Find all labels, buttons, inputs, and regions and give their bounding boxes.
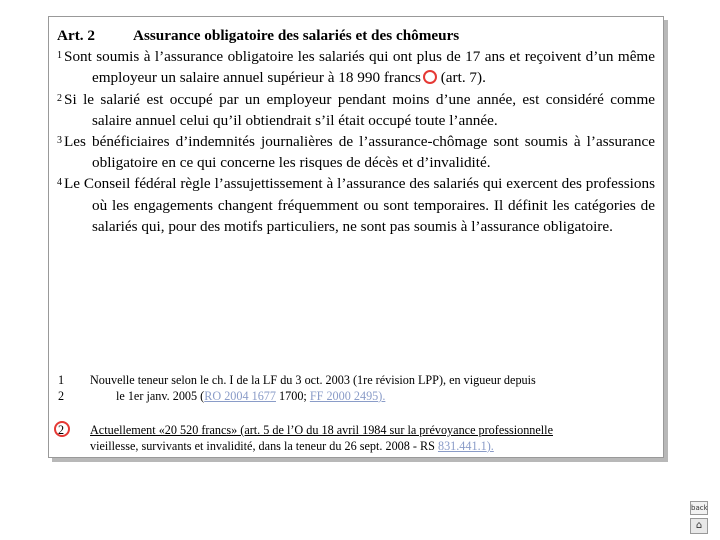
back-button[interactable]: back — [690, 501, 708, 515]
footnotes — [57, 372, 655, 454]
article — [57, 25, 655, 237]
paragraph-1 — [57, 46, 655, 88]
footnote-number: 1 — [58, 373, 65, 387]
paragraph-text: Sont soumis à l’assurance obligatoire les salariés qui ont plus de 17 ans et reçoivent d’un même employeur un salaire annuel supérieur à 18 990 francs — [64, 48, 655, 87]
paragraph-3 — [57, 131, 655, 173]
document-panel — [48, 16, 664, 458]
paragraph-number: 3 — [57, 135, 62, 147]
footnote-1-line-1 — [57, 372, 655, 388]
footnote-text: ). — [486, 439, 494, 453]
footnote-text: Actuellement «20 520 francs» (art. 5 de l’O du 18 avril 1984 sur la prévoyance professionnelle — [90, 423, 553, 437]
link-ro-2004-1677[interactable]: RO 2004 1677 — [204, 389, 276, 403]
paragraph-4 — [57, 173, 655, 237]
spacer — [57, 404, 655, 422]
home-icon[interactable]: ⌂ — [690, 518, 708, 534]
link-ff-2000-2495[interactable]: FF 2000 2495 — [309, 389, 379, 403]
article-number: Art. 2 — [57, 27, 95, 44]
footnote-number: 2 — [58, 389, 65, 403]
paragraph-text: Le Conseil fédéral règle l’assujettissement à l’assurance des salariés qui exercent des professions où les engagements changent fréquemment ou sont temporaires. Il définit les catégories de salariés qui, pour des motifs particuliers, ne sont pas soumis à l’assurance obligatoire. — [64, 175, 655, 235]
article-heading — [57, 25, 655, 46]
paragraph-text-end: (art. 7). — [436, 69, 486, 87]
paragraph-text: Les bénéficiaires d’indemnités journalières de l’assurance-chômage sont soumis à l’assurance obligatoire en ce qui concerne les risques de décès et d’invalidité. — [64, 133, 655, 172]
article-title: Assurance obligatoire des salariés et des chômeurs — [133, 27, 460, 44]
footnote-marker-circle[interactable] — [54, 421, 70, 437]
footnote-text: 1700; — [276, 389, 310, 403]
link-rs-831-441-1[interactable]: 831.441.1 — [437, 439, 487, 453]
footnote-1-line-2 — [57, 388, 655, 404]
footnote-text: Nouvelle teneur selon le ch. I de la LF du 3 oct. 2003 (1re révision LPP), en vigueur depuis — [90, 373, 536, 387]
footnote-2-line-2 — [57, 438, 655, 454]
slide-navigation — [690, 501, 708, 537]
footnote-text: ). — [378, 389, 386, 403]
paragraph-2 — [57, 89, 655, 131]
paragraph-text: Si le salarié est occupé par un employeur pendant moins d’une année, est considéré comme salaire annuel celui qu’il obtiendrait s’il était occupé toute l’année. — [64, 90, 655, 129]
footnote-2-line-1 — [57, 422, 655, 438]
footnote-marker-circle[interactable] — [423, 70, 437, 84]
paragraph-number: 2 — [57, 92, 62, 104]
paragraph-number: 1 — [57, 50, 62, 62]
paragraph-number: 4 — [57, 177, 62, 189]
footnote-text: le 1er janv. 2005 ( — [116, 389, 205, 403]
footnote-number: 2 — [58, 423, 65, 437]
footnote-text: vieillesse, survivants et invalidité, dans la teneur du 26 sept. 2008 - RS — [90, 439, 438, 453]
